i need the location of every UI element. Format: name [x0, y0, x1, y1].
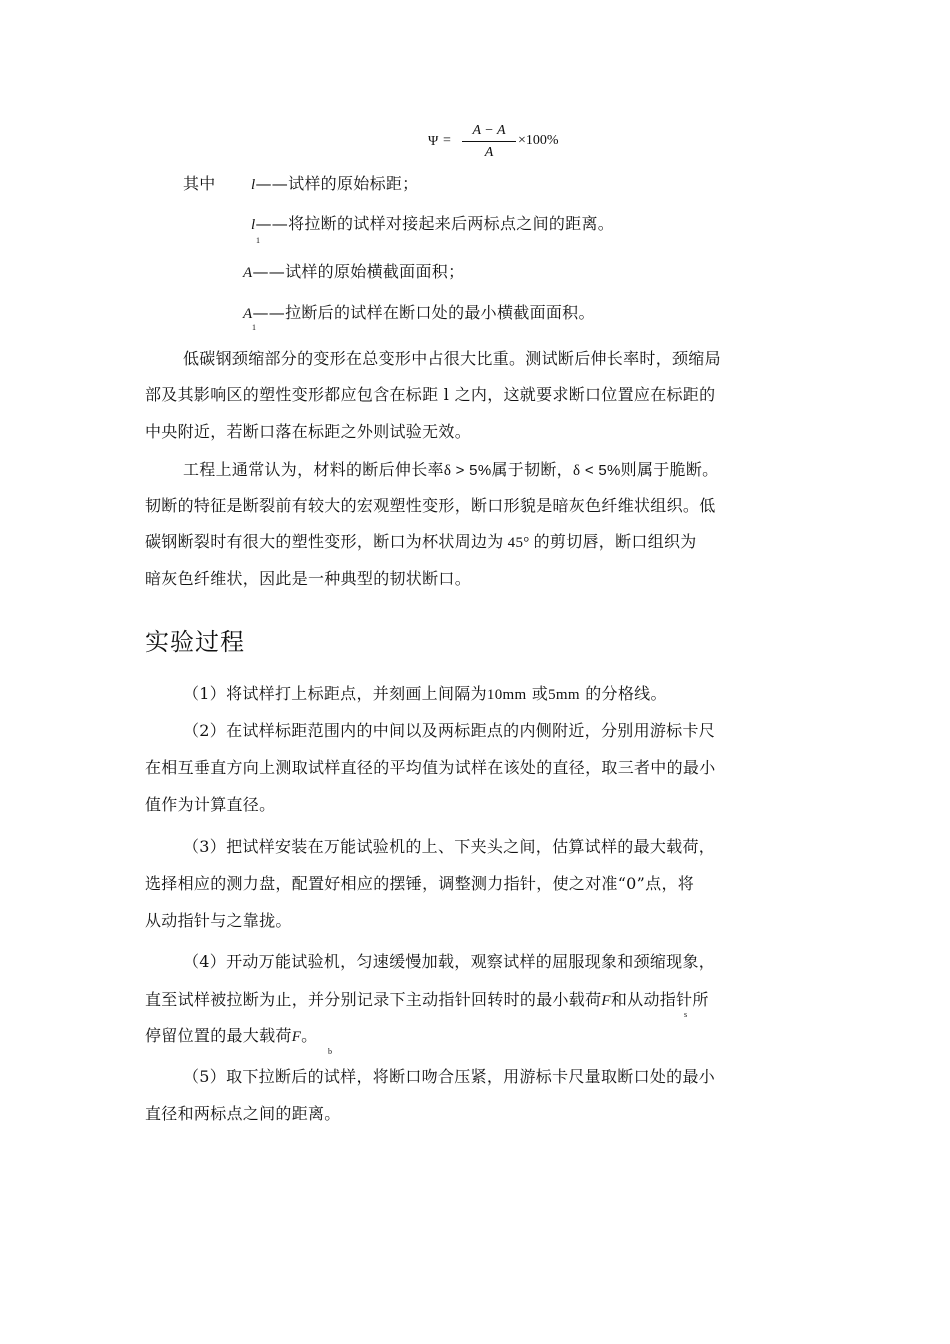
- paragraph-line: 韧断的特征是断裂前有较大的宏观塑性变形，断口形貌是暗灰色纤维状组织。低: [145, 496, 716, 515]
- definition-item: [251, 214, 614, 235]
- text-run: 的剪切唇，断口组织为: [533, 532, 697, 551]
- definition-symbol: A: [243, 306, 253, 322]
- measure-value: 5mm: [548, 687, 580, 703]
- step-line: 从动指针与之靠拢。: [145, 911, 292, 930]
- definition-symbol: l: [251, 177, 256, 193]
- definition-subscript: 1: [252, 323, 256, 332]
- step-line: （3）把试样安装在万能试验机的上、下夹头之间，估算试样的最大载荷，: [183, 837, 716, 856]
- step-line: [145, 990, 709, 1011]
- step-line: （4）开动万能试验机，匀速缓慢加载，观察试样的屈服现象和颈缩现象，: [183, 952, 716, 971]
- condition-text: > 5%: [451, 462, 492, 479]
- measure-value: 10mm: [486, 687, 527, 703]
- text-run: 属于韧断，: [491, 460, 573, 479]
- force-subscript: s: [684, 1010, 688, 1019]
- text-run: 或: [526, 684, 549, 703]
- delta-symbol: δ: [572, 463, 581, 479]
- definition-text: ——拉断后的试样在断口处的最小横截面面积。: [252, 303, 595, 322]
- step-line: 直径和两标点之间的距离。: [145, 1104, 341, 1123]
- formula-equals: =: [443, 133, 451, 148]
- delta-symbol: δ: [443, 463, 452, 479]
- definition-symbol: A: [243, 265, 253, 281]
- fraction-bar: [462, 141, 516, 142]
- angle-value: 45°: [503, 535, 534, 551]
- definition-subscript: 1: [256, 236, 260, 245]
- definition-item: [243, 262, 464, 283]
- text-run: 。: [301, 1026, 318, 1045]
- force-symbol: F: [601, 993, 611, 1009]
- text-run: 碳钢断裂时有很大的塑性变形，断口为杯状周边为: [145, 532, 504, 551]
- text-run: 的分格线。: [579, 684, 667, 703]
- text-run: 和从动指针所: [610, 990, 709, 1009]
- definition-text: ——试样的原始横截面面积；: [252, 262, 465, 281]
- formula-fraction: [462, 122, 516, 161]
- step-line: 在相互垂直方向上测取试样直径的平均值为试样在该处的直径，取三者中的最小: [145, 758, 716, 777]
- step-line: （2）在试样标距范围内的中间以及两标距点的内侧附近，分别用游标卡尺: [183, 721, 716, 740]
- paragraph-line: 暗灰色纤维状，因此是一种典型的韧状断口。: [145, 569, 472, 588]
- force-symbol: F: [291, 1029, 302, 1045]
- text-run: （1）将试样打上标距点，并刻画上间隔为: [183, 684, 487, 703]
- section-heading: 实验过程: [145, 628, 245, 656]
- text-run: 工程上通常认为，材料的断后伸长率: [183, 460, 444, 479]
- paragraph-line: [183, 460, 718, 481]
- formula-denominator: A: [484, 145, 494, 160]
- step-line: [183, 684, 667, 705]
- definition-item: [243, 303, 595, 324]
- paragraph-line: [145, 532, 697, 553]
- text-run: 则属于脆断。: [620, 460, 719, 479]
- text-run: 停留位置的最大载荷: [145, 1026, 292, 1045]
- formula-tail: ×100%: [518, 133, 559, 148]
- paragraph-line: 部及其影响区的塑性变形都应包含在标距 l 之内，这就要求断口位置应在标距的: [145, 385, 716, 404]
- force-subscript: b: [328, 1047, 332, 1056]
- paragraph-line: 低碳钢颈缩部分的变形在总变形中占很大比重。测试断后伸长率时，颈缩局: [183, 349, 721, 368]
- formula-numerator: A − A: [472, 123, 506, 138]
- step-line: [145, 1026, 317, 1047]
- definition-text: ——试样的原始标距；: [255, 174, 419, 193]
- step-line: （5）取下拉断后的试样，将断口吻合压紧，用游标卡尺量取断口处的最小: [183, 1067, 716, 1086]
- text-run: 直至试样被拉断为止，并分别记录下主动指针回转时的最小载荷: [145, 990, 602, 1009]
- definition-text: ——将拉断的试样对接起来后两标点之间的距离。: [255, 214, 615, 233]
- step-line: 值作为计算直径。: [145, 795, 276, 814]
- condition-text: < 5%: [580, 462, 621, 479]
- definition-item: [251, 174, 418, 195]
- step-line: 选择相应的测力盘，配置好相应的摆锤，调整测力指针，使之对准“0”点，将: [145, 874, 695, 893]
- paragraph-line: 中央附近，若断口落在标距之外则试验无效。: [145, 422, 472, 441]
- formula-psi: Ψ: [428, 134, 439, 149]
- definition-symbol: l: [251, 217, 256, 233]
- definitions-lead: 其中: [183, 174, 216, 193]
